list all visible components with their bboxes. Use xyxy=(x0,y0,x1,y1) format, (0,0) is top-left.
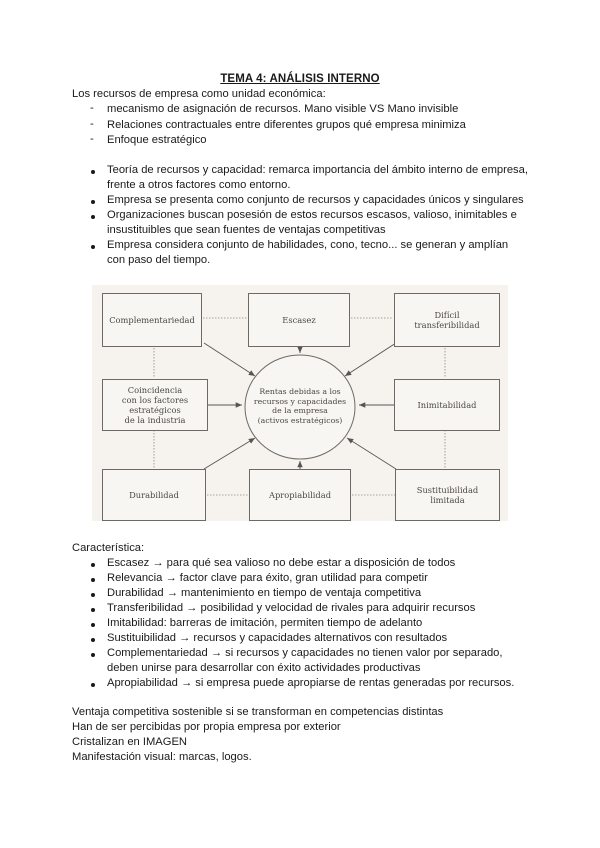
bullet-icon xyxy=(91,593,95,597)
note-line: Han de ser percibidas por propia empresa por exterior xyxy=(72,721,341,733)
bullet-icon xyxy=(91,638,95,642)
center-circle-label xyxy=(245,387,355,425)
list-item-continuation: insustituibles que sean fuentes de ventajas competitivas xyxy=(107,224,386,236)
box-label: limitada xyxy=(430,495,465,505)
list-item: Empresa considera conjunto de habilidades, cono, tecno... se generan y amplían xyxy=(107,239,509,251)
dash-item: Relaciones contractuales entre diferentes grupos qué empresa minimiza xyxy=(107,119,466,131)
bullet-icon xyxy=(91,578,95,582)
resources-diagram xyxy=(92,285,508,521)
box-dificil-transferibilidad xyxy=(394,293,500,347)
list-item: Relevancia → factor clave para éxito, gran utilidad para competir xyxy=(107,572,428,584)
list-item: Teoría de recursos y capacidad: remarca importancia del ámbito interno de empresa, xyxy=(107,164,528,176)
bullet-icon xyxy=(91,563,95,567)
bullet-icon xyxy=(91,170,95,174)
box-apropiabilidad xyxy=(249,469,351,521)
box-label: con los factores xyxy=(121,395,189,405)
intro-text: Los recursos de empresa como unidad económica: xyxy=(72,88,326,100)
box-label: Coincidencia xyxy=(127,385,183,395)
list-item-continuation: frente a otros factores como entorno. xyxy=(107,179,291,191)
box-complementariedad xyxy=(102,293,202,347)
dash-item: mecanismo de asignación de recursos. Mano visible VS Mano invisible xyxy=(107,103,459,115)
box-label: Inimitabilidad xyxy=(417,400,477,410)
page-title: TEMA 4: ANÁLISIS INTERNO xyxy=(220,73,380,85)
list-item: Complementariedad → si recursos y capacidades no tienen valor por separado, xyxy=(107,647,503,659)
box-escasez xyxy=(248,293,350,347)
box-label: Durabilidad xyxy=(129,490,179,500)
center-label-line: recursos y capacidades xyxy=(253,396,347,406)
box-label: de la industria xyxy=(124,415,186,425)
list-item-continuation: con paso del tiempo. xyxy=(107,254,211,266)
note-line: Cristalizan en IMAGEN xyxy=(72,736,188,748)
list-item-continuation: deben unirse para desarrollar con éxito actividades productivas xyxy=(107,662,421,674)
box-label: Difícil xyxy=(434,310,460,320)
caracteristica-label: Característica: xyxy=(72,542,145,554)
note-line: Ventaja competitiva sostenible si se transforman en competencias distintas xyxy=(72,706,444,718)
box-label: Complementariedad xyxy=(109,315,195,325)
list-item: Sustituibilidad → recursos y capacidades alternativos con resultados xyxy=(107,632,448,644)
box-durabilidad xyxy=(102,469,206,521)
center-label-line: de la empresa xyxy=(272,406,328,415)
bullet-icon xyxy=(91,608,95,612)
box-label: Sustituibilidad xyxy=(416,485,479,495)
bullet-icon xyxy=(91,200,95,204)
dash-marker: - xyxy=(90,133,94,145)
list-item: Apropiabilidad → si empresa puede apropiarse de rentas generadas por recursos. xyxy=(107,677,515,689)
dash-marker: - xyxy=(90,102,94,114)
box-label: transferibilidad xyxy=(414,320,480,330)
bullet-icon xyxy=(91,653,95,657)
bullet-icon xyxy=(91,683,95,687)
center-label-line: (activos estratégicos) xyxy=(257,415,343,425)
box-sustituibilidad-limitada xyxy=(395,469,500,521)
center-label-line: Rentas debidas a los xyxy=(259,387,341,396)
list-item: Escasez → para qué sea valioso no debe estar a disposición de todos xyxy=(107,557,456,569)
box-inimitabilidad xyxy=(394,379,500,431)
box-label: Apropiabilidad xyxy=(268,490,332,500)
bullet-icon xyxy=(91,215,95,219)
list-item: Empresa se presenta como conjunto de recursos y capacidades únicos y singulares xyxy=(107,194,524,206)
dash-marker: - xyxy=(90,118,94,130)
list-item: Transferibilidad → posibilidad y velocidad de rivales para adquirir recursos xyxy=(107,602,476,614)
dash-item: Enfoque estratégico xyxy=(107,134,207,146)
list-item: Durabilidad → mantenimiento en tiempo de ventaja competitiva xyxy=(107,587,422,599)
box-coincidencia xyxy=(102,379,208,431)
list-item: Imitabilidad: barreras de imitación, permiten tiempo de adelanto xyxy=(107,617,423,629)
bullet-icon xyxy=(91,245,95,249)
list-item: Organizaciones buscan posesión de estos recursos escasos, valioso, inimitables e xyxy=(107,209,517,221)
box-label: Escasez xyxy=(282,315,316,325)
bullet-icon xyxy=(91,623,95,627)
box-label: estratégicos xyxy=(129,405,181,415)
note-line: Manifestación visual: marcas, logos. xyxy=(72,751,252,763)
